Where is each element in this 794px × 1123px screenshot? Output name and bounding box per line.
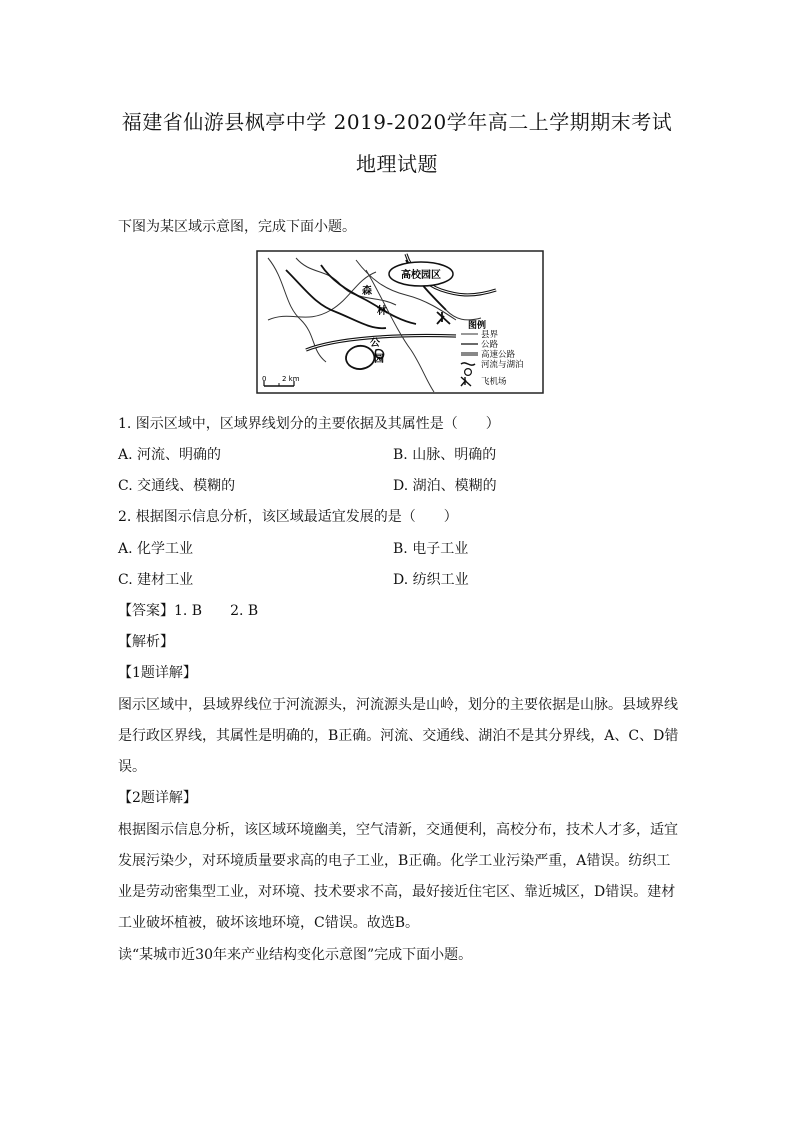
region-map [256, 250, 544, 394]
page-subtitle: 地理试题 [356, 152, 438, 176]
map-label-park-2: 园 [374, 354, 384, 365]
q1-option-c: C. 交通线、模糊的 [118, 478, 236, 494]
intro-text: 下图为某区域示意图，完成下面小题。 [118, 219, 356, 235]
map-label-campus: 高校园区 [401, 270, 441, 281]
detail1-line: 图示区域中，县域界线位于河流源头，河流源头是山岭，划分的主要依据是山脉。县域界线 [118, 697, 678, 713]
q1-option-a: A. 河流、明确的 [118, 447, 222, 463]
q2-option-c: C. 建材工业 [118, 572, 194, 588]
legend-item: 县界 [481, 330, 499, 340]
detail2-heading: 【2题详解】 [118, 790, 197, 806]
detail1-line: 是行政区界线，其属性是明确的，B正确。河流、交通线、湖泊不是其分界线，A、C、D错 [118, 728, 679, 744]
map-label-forest-2: 林 [377, 306, 387, 317]
detail1-heading: 【1题详解】 [118, 665, 197, 681]
scale-label: 2 km [282, 375, 300, 383]
q2-option-b: B. 电子工业 [393, 541, 469, 557]
legend-item: 河流与湖泊 [481, 360, 524, 370]
q1-stem: 1. 图示区域中，区域界线划分的主要依据及其属性是（ ） [118, 416, 500, 432]
map-label-park-1: 公 [370, 338, 380, 349]
map-label-forest-1: 森 [362, 286, 372, 297]
intro-text-2: 读“某城市近30年来产业结构变化示意图”完成下面小题。 [118, 947, 473, 963]
q1-option-b: B. 山脉、明确的 [393, 447, 497, 463]
analysis-heading: 【解析】 [118, 634, 174, 650]
detail1-line: 误。 [118, 759, 146, 775]
detail2-line: 工业破坏植被，破坏该地环境，C错误。故选B。 [118, 915, 419, 931]
scale-zero: 0 [262, 375, 267, 383]
legend-title: 图例 [468, 321, 487, 331]
q1-option-d: D. 湖泊、模糊的 [393, 478, 497, 494]
detail2-line: 业是劳动密集型工业，对环境、技术要求不高，最好接近住宅区、靠近城区，D错误。建材 [118, 884, 676, 900]
detail2-line: 发展污染少，对环境质量要求高的电子工业，B正确。化学工业污染严重，A错误。纺织工 [118, 853, 671, 869]
answer-line: 【答案】1. B 2. B [118, 603, 259, 619]
region-map-figure [256, 250, 544, 394]
q2-stem: 2. 根据图示信息分析，该区域最适宜发展的是（ ） [118, 509, 458, 525]
q2-option-d: D. 纺织工业 [393, 572, 469, 588]
legend-item: 公路 [481, 340, 499, 350]
q2-option-a: A. 化学工业 [118, 541, 194, 557]
detail2-line: 根据图示信息分析，该区域环境幽美，空气清新，交通便利，高校分布，技术人才多，适宜 [118, 822, 678, 838]
legend-item: 飞机场 [481, 377, 507, 387]
legend-item: 高速公路 [481, 350, 516, 360]
page-title: 福建省仙游县枫亭中学 2019-2020学年高二上学期期末考试 [121, 110, 673, 134]
